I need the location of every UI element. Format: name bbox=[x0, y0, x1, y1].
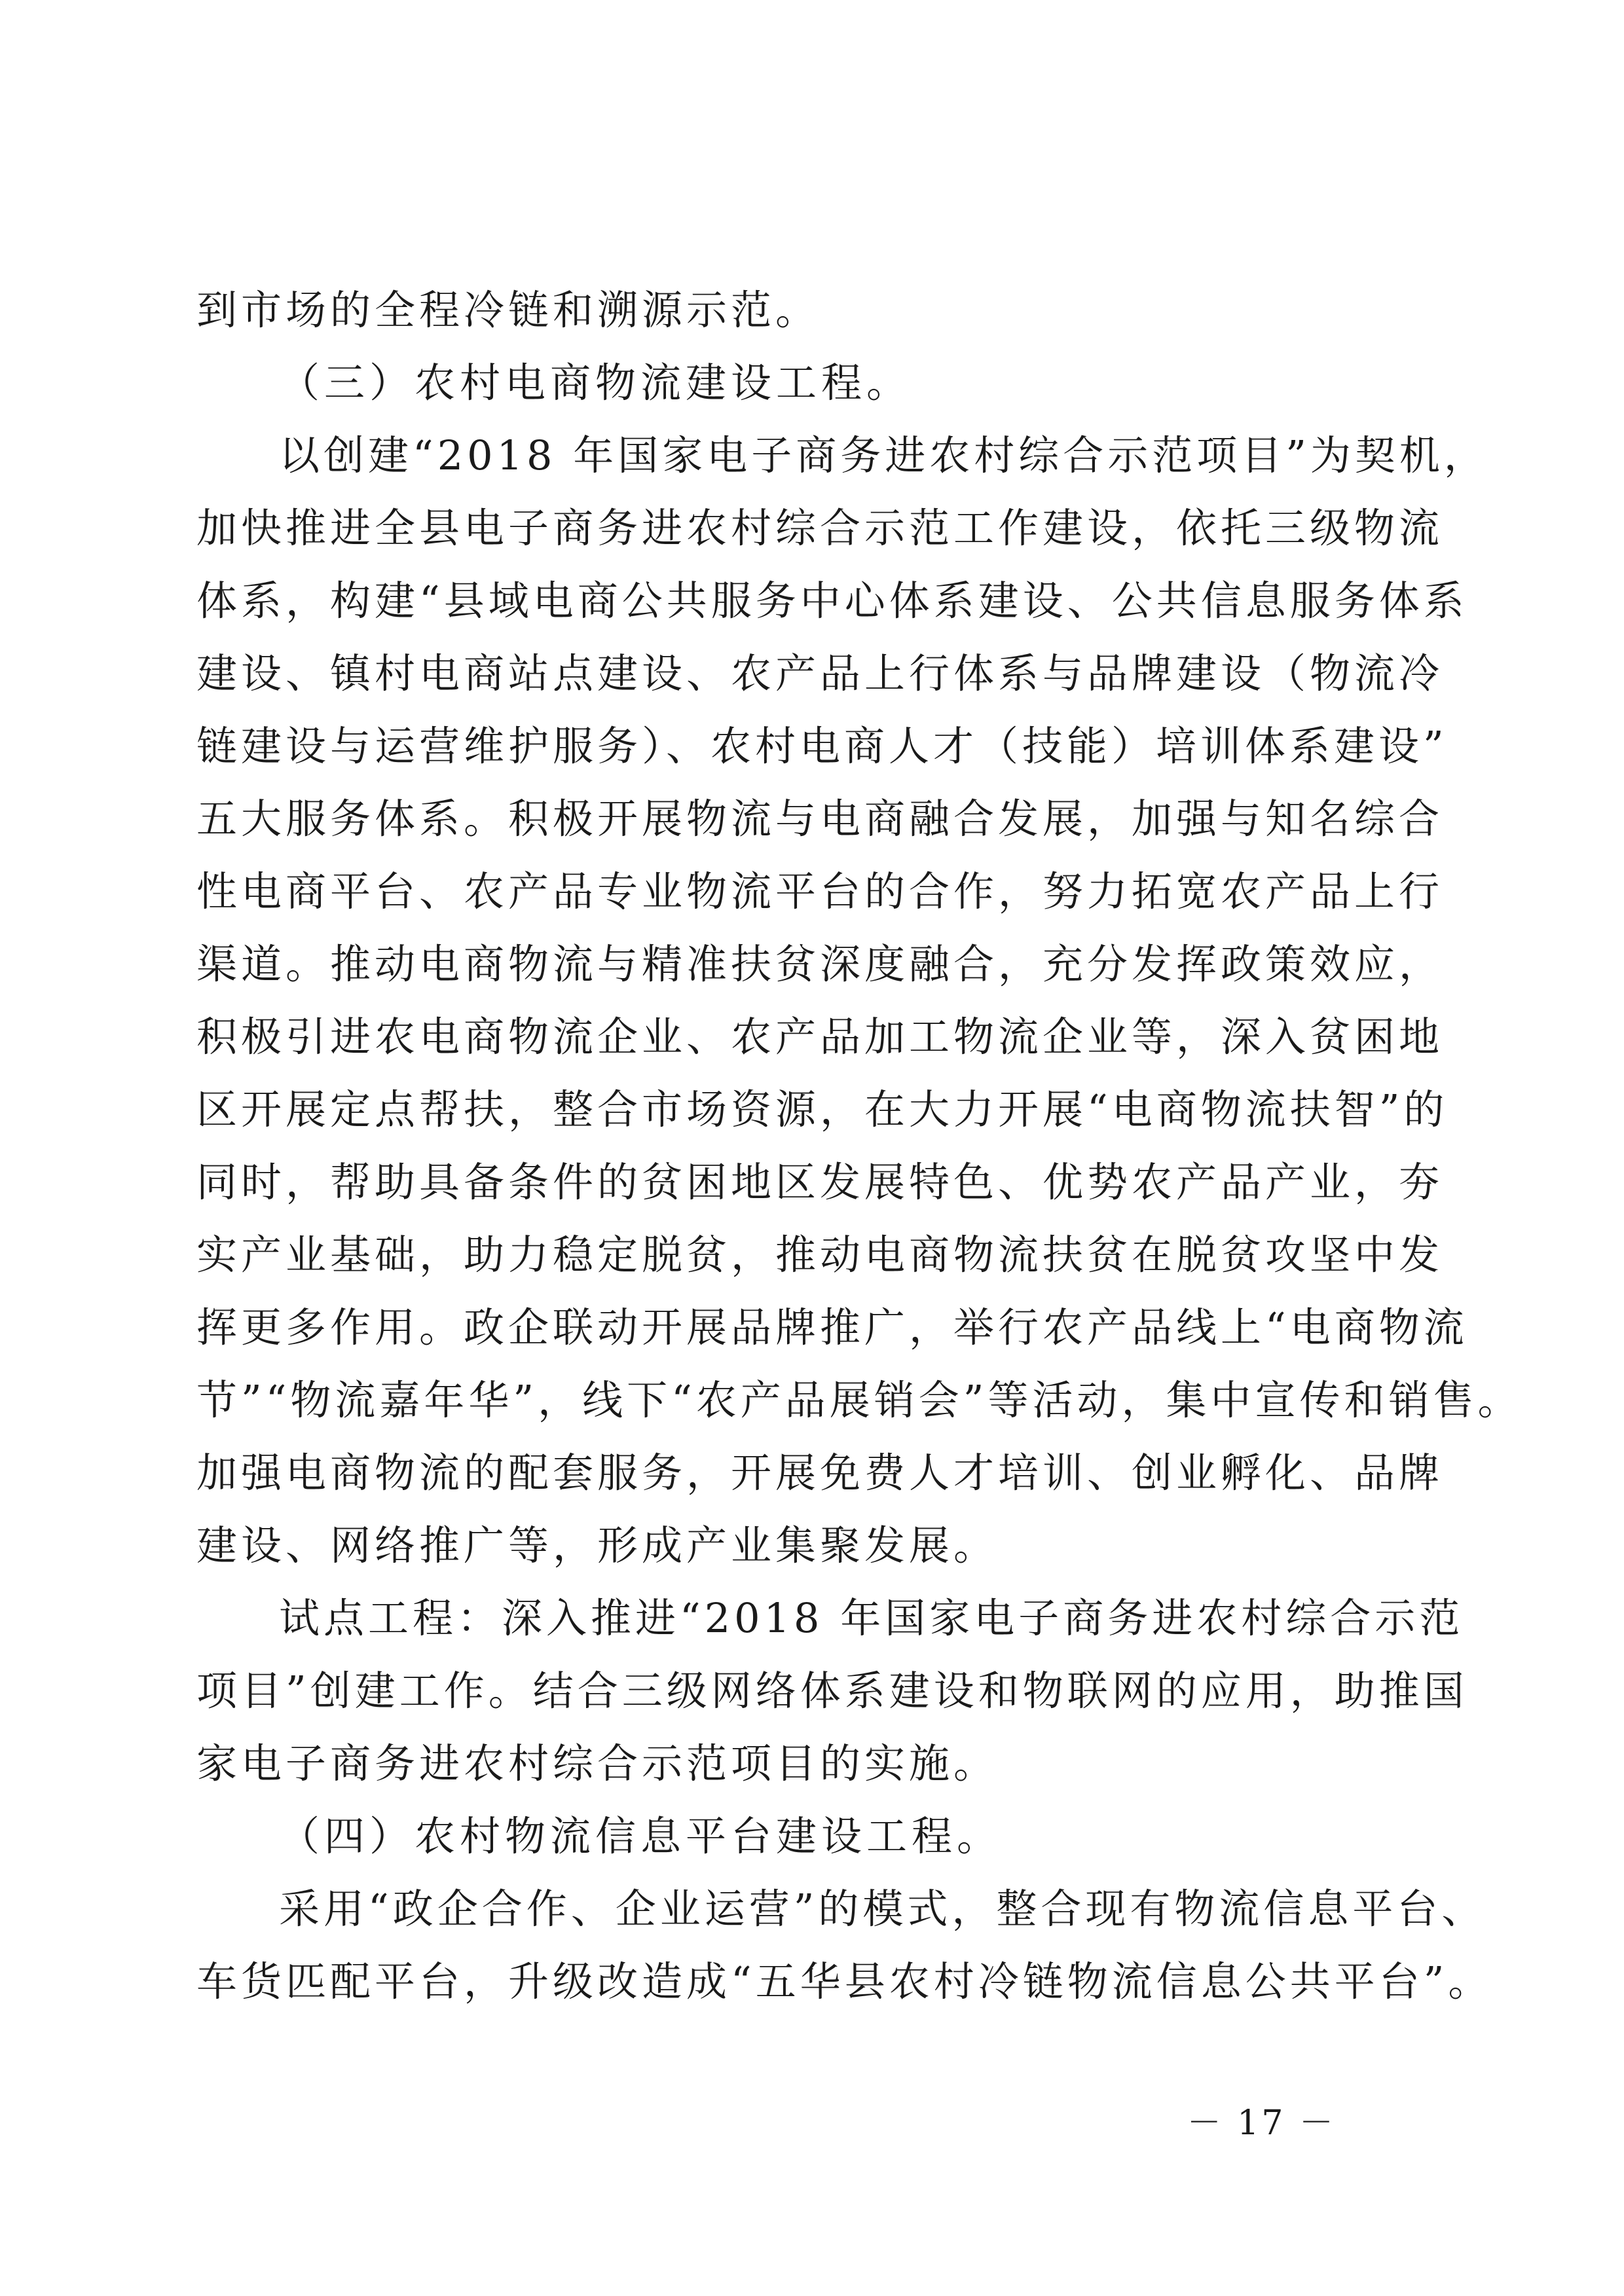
paragraph-line: 项目”创建工作。结合三级网络体系建设和物联网的应用，助推国 bbox=[196, 1667, 1468, 1715]
paragraph-line: 五大服务体系。积极开展物流与电商融合发展，加强与知名综合 bbox=[196, 795, 1444, 843]
document-body bbox=[196, 274, 1522, 2018]
paragraph-line: 到市场的全程冷链和溯源示范。 bbox=[196, 286, 821, 334]
paragraph-line: 以创建“2018 年国家电子商务进农村综合示范项目”为契机， bbox=[279, 431, 1488, 479]
paragraph-line: 积极引进农电商物流企业、农产品加工物流企业等，深入贫困地 bbox=[196, 1013, 1444, 1061]
paragraph-line: 建设、镇村电商站点建设、农产品上行体系与品牌建设（物流冷 bbox=[196, 649, 1444, 697]
paragraph-line: 挥更多作用。政企联动开展品牌推广，举行农产品线上“电商物流 bbox=[196, 1303, 1468, 1351]
paragraph-line: 实产业基础，助力稳定脱贫，推动电商物流扶贫在脱贫攻坚中发 bbox=[196, 1231, 1444, 1279]
section-heading-3: （三）农村电商物流建设工程。 bbox=[279, 359, 912, 407]
paragraph-line: 同时，帮助具备条件的贫困地区发展特色、优势农产品产业，夯 bbox=[196, 1158, 1444, 1206]
paragraph-line: 性电商平台、农产品专业物流平台的合作，努力拓宽农产品上行 bbox=[196, 867, 1444, 915]
paragraph-line: 链建设与运营维护服务）、农村电商人才（技能）培训体系建设” bbox=[196, 722, 1448, 770]
paragraph-line: 渠道。推动电商物流与精准扶贫深度融合，充分发挥政策效应， bbox=[196, 940, 1444, 988]
paragraph-line: 试点工程：深入推进“2018 年国家电子商务进农村综合示范 bbox=[279, 1594, 1464, 1642]
paragraph-line: 家电子商务进农村综合示范项目的实施。 bbox=[196, 1740, 999, 1787]
paragraph-line: 车货匹配平台，升级改造成“五华县农村冷链物流信息公共平台”。 bbox=[196, 1958, 1493, 2005]
page-number: － 17 － bbox=[1187, 2104, 1336, 2143]
paragraph-line: 区开展定点帮扶，整合市场资源，在大力开展“电商物流扶智”的 bbox=[196, 1085, 1449, 1133]
paragraph-line: 加快推进全县电子商务进农村综合示范工作建设，依托三级物流 bbox=[196, 504, 1444, 552]
paragraph-line: 加强电商物流的配套服务，开展免费人才培训、创业孵化、品牌 bbox=[196, 1449, 1444, 1497]
paragraph-line: 采用“政企合作、企业运营”的模式，整合现有物流信息平台、 bbox=[279, 1885, 1486, 1933]
paragraph-line: 建设、网络推广等，形成产业集聚发展。 bbox=[196, 1522, 999, 1569]
paragraph-line: 节”“物流嘉年华”，线下“农产品展销会”等活动，集中宣传和销售。 bbox=[196, 1376, 1522, 1424]
paragraph-line: 体系，构建“县域电商公共服务中心体系建设、公共信息服务体系 bbox=[196, 577, 1468, 625]
section-heading-4: （四）农村物流信息平台建设工程。 bbox=[279, 1812, 1003, 1860]
